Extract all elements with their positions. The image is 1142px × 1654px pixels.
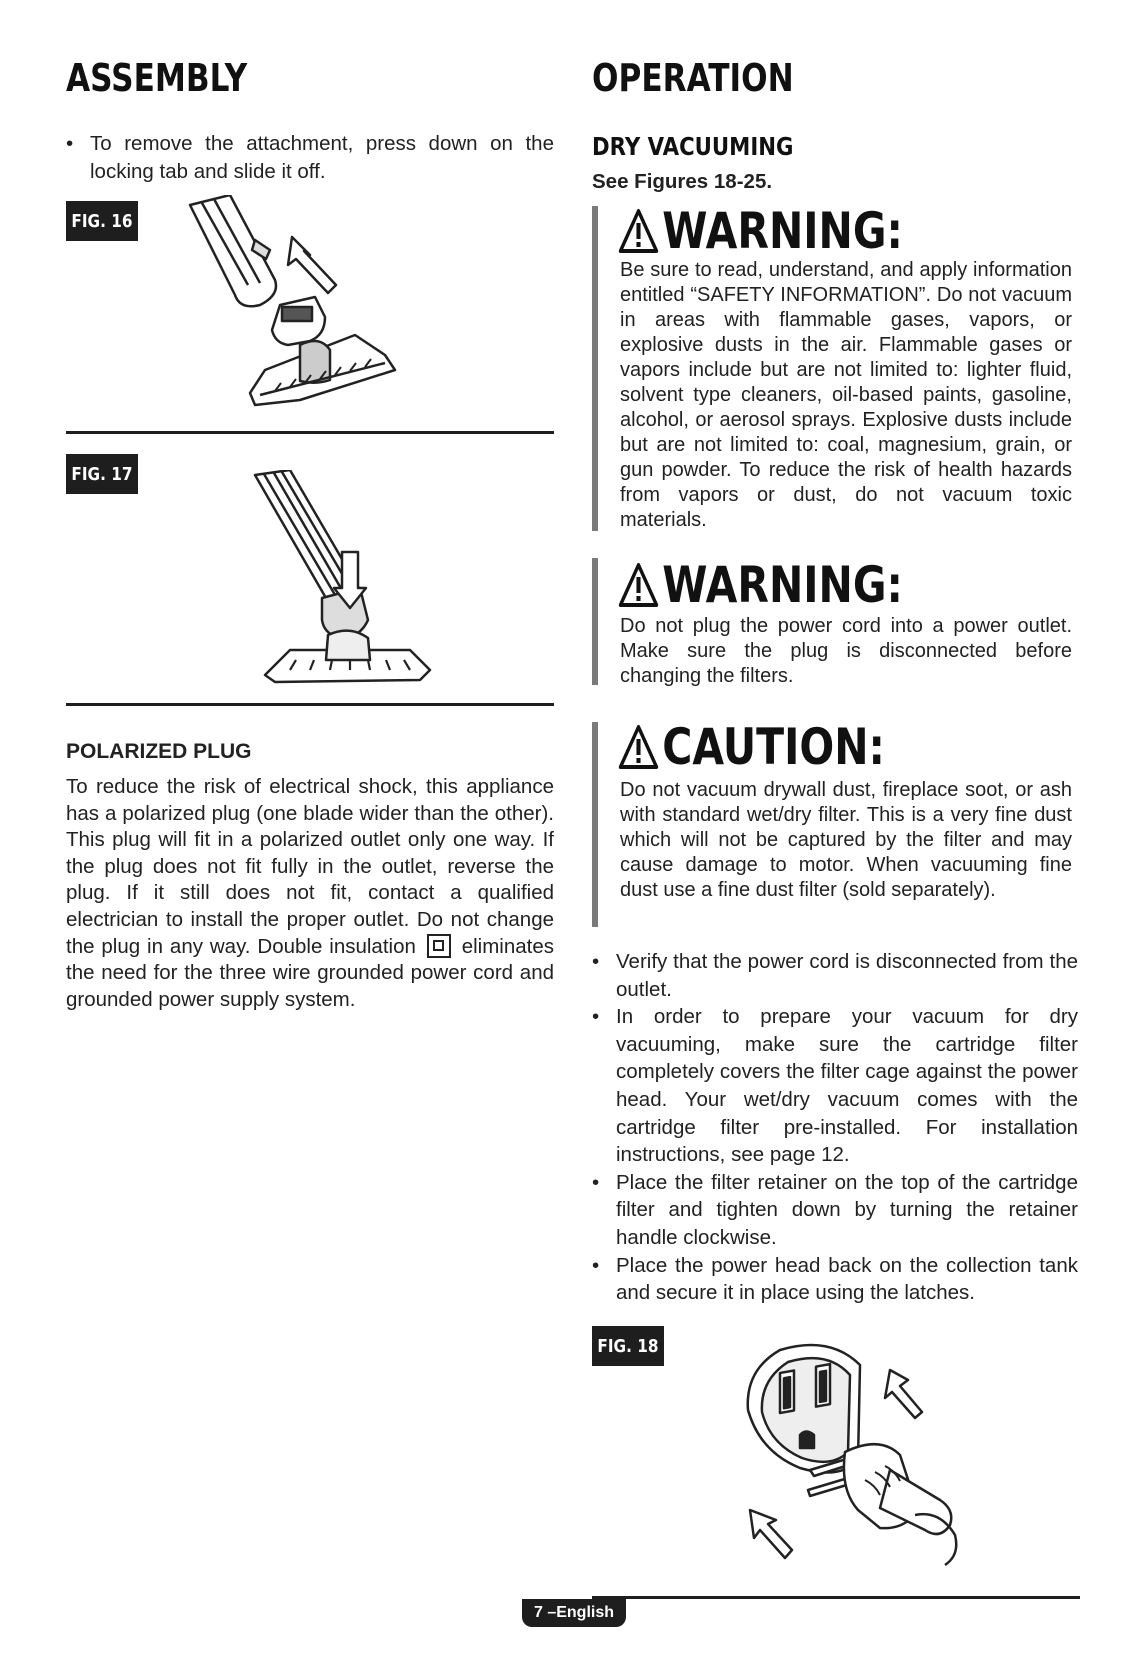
fig18-label: FIG. 18 (592, 1326, 664, 1366)
caution-triangle-icon (618, 724, 659, 770)
double-insulation-icon (427, 934, 451, 958)
page-number: 7 –English (522, 1599, 626, 1627)
fig16-illustration (180, 195, 420, 425)
fig18-illustration (740, 1340, 1000, 1570)
list-item: • To remove the attachment, press down on the locking tab and slide it off. (66, 130, 554, 185)
warning2-sidebar (592, 558, 598, 685)
list-item: • Place the power head back on the collection tank and secure it in place using the latches. (592, 1252, 1078, 1307)
list-item: • Verify that the power cord is disconnected from the outlet. (592, 948, 1078, 1003)
caution-text: Do not vacuum drywall dust, fireplace soot, or ash with standard wet/dry filter. This is a very fine dust which will not be captured by the filter and may cause damage to motor. When vacuuming fine dust use a fine dust filter (sold separately). (620, 779, 1072, 901)
fig17-divider (66, 703, 554, 706)
operation-heading: OPERATION (592, 56, 794, 100)
assembly-heading-wrap (66, 56, 526, 106)
fig17-label: FIG. 17 (66, 454, 138, 494)
warning1-sidebar (592, 206, 598, 531)
warning-triangle-icon (618, 562, 659, 608)
fig16-label: FIG. 16 (66, 201, 138, 241)
footer-divider (592, 1596, 1080, 1599)
warning-triangle-icon (618, 208, 659, 254)
fig17-illustration (250, 470, 450, 690)
caution-title: CAUTION: (618, 718, 885, 776)
polarized-plug-heading: POLARIZED PLUG (66, 740, 252, 763)
warning2-title: WARNING: (618, 556, 903, 614)
assembly-heading: ASSEMBLY (66, 56, 248, 100)
assembly-bullets (66, 130, 554, 185)
warning1-title: WARNING: (618, 202, 903, 260)
list-item: • In order to prepare your vacuum for dry vacuuming, make sure the cartridge filter completely covers the filter cage against the power head. Your wet/dry vacuum comes with the cartridge filter pre-installed. For installation instructions, see page 12. (592, 1003, 1078, 1169)
warning1-text: Be sure to read, understand, and apply information entitled “SAFETY INFORMATION”. Do not vacuum in areas with flammable gases, vapors, or explosive dusts in the air. Flammable gases or vapors include but are not limited to: lighter fluid, solvent type cleaners, oil-based paints, gasoline, alcohol, or aerosol sprays. Explosive dusts include but are not limited to: coal, magnesium, grain, or gun powder. To reduce the risk of health hazards from vapors or dust, do not vacuum toxic materials. (620, 259, 1072, 531)
polarized-plug-text: To reduce the risk of electrical shock, this appliance has a polarized plug (one blade wider than the other). This plug will fit in a polarized outlet only one way. If the plug does not fit fully in the outlet, reverse the plug. If it still does not fit, contact a qualified electrician to install the proper outlet. Do not change the plug in any way. Double insulation eliminates the need for the three wire grounded power cord and grounded power supply system. (66, 775, 554, 1011)
dry-vacuuming-heading: DRY VACUUMING (592, 132, 794, 161)
dry-vacuum-steps (592, 948, 1078, 1307)
dry-vacuuming-heading-wrap (592, 132, 1072, 166)
caution-sidebar (592, 722, 598, 927)
list-item: • Place the filter retainer on the top of the cartridge filter and tighten down by turning the retainer handle clockwise. (592, 1169, 1078, 1252)
operation-heading-wrap (592, 56, 1072, 106)
fig16-divider (66, 431, 554, 434)
warning2-text: Do not plug the power cord into a power outlet. Make sure the plug is disconnected before changing the filters. (620, 615, 1072, 687)
see-figures-text: See Figures 18-25. (592, 170, 773, 193)
